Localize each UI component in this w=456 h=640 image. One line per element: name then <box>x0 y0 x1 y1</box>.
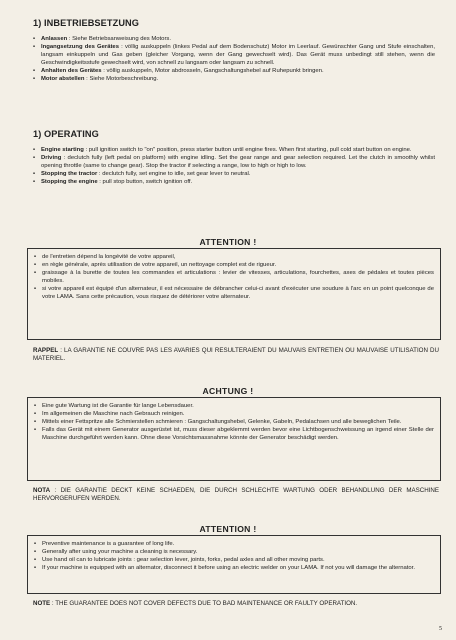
list-item: • graissage à la burette de toutes les commandes et articulations : levier de vitesses, articulations, fourchettes, axes de pédales et toutes pièces mobiles. <box>34 269 434 285</box>
list-item: • si votre appareil est équipé d'un alternateur, il est nécessaire de débrancher celui-ci avant d'exécuter une soudure à l'arc en un point quelconque de votre LAMA. Sans cette précaution, vous risquez de détériorer votre alternateur. <box>34 285 434 301</box>
list-item: • If your machine is equipped with an alternator, disconnect it before using an electric welder on your LAMA. If not you will damage the alternator. <box>34 564 434 572</box>
list-item <box>33 35 435 43</box>
item-text: : völlig auskuppeln (linkes Pedal auf dem Bodenschutz) Motor im Leerlauf. Gewünschter Gang und Stufe einschalten, langsam einkuppeln und Gas geben (gleicher Vorgang, wenn der Gang gewechselt wird). Das Gerät muss unbedingt still stehen, wenn die Geschwindigkeitsstufe gewechselt wird, von schnell zu langsam oder langsam zu schnell. <box>41 44 435 66</box>
achtung-title: ACHTUNG ! <box>202 386 254 396</box>
page-number: 5 <box>439 626 442 632</box>
list-item: • de l'entretien dépend la longévité de votre appareil, <box>34 253 434 261</box>
item-term: Ingangsetzung des Gerätes <box>41 44 119 50</box>
note-label: NOTE <box>33 600 51 607</box>
achtung-box <box>27 397 441 481</box>
item-text: : pull ignition switch to "on" position, press starter button until engine fires. When first starting, pull cold start button on engine. <box>83 147 412 153</box>
section-title-inbetriebsetzung: 1) INBETRIEBSETZUNG <box>33 18 140 28</box>
item-text: : pull stop button, switch ignition off. <box>97 179 193 185</box>
attention-title-english: ATTENTION ! <box>199 524 257 534</box>
inbetriebsetzung-list <box>33 35 435 83</box>
item-text: : declutch fully (left pedal on platform) with engine idling. Set the gear range and gear selection required. Let the clutch in smoothly whilst opening throttle (same to change gear). Stop the tractor if selecting a range, low to high or high to low. <box>41 155 435 169</box>
item-term: Stopping the engine <box>41 179 98 185</box>
item-term: Anlassen <box>41 36 68 42</box>
list-item: • Generally after using your machine a cleaning is necessary. <box>34 548 434 556</box>
item-text: : Siehe Motorbeschreibung. <box>84 76 159 82</box>
note-text: : THE GUARANTEE DOES NOT COVER DEFECTS DUE TO BAD MAINTENANCE OR FAULTY OPERATION. <box>50 600 358 607</box>
list-item: • Use hand oil can to lubricate joints : gear selection lever, joints, forks, pedal axles and all other moving parts. <box>34 556 434 564</box>
attention-box-french <box>27 248 441 340</box>
note-text: : LA GARANTIE NE COUVRE PAS LES AVARIES QUI RESULTERAIENT DU MAUVAIS ENTRETIEN OU MAUVAISE UTILISATION DU MATERIEL. <box>33 347 439 363</box>
item-term: Motor abstellen <box>41 76 85 82</box>
rappel-note <box>33 347 439 364</box>
note-label: RAPPEL <box>33 347 59 354</box>
operating-list <box>33 146 435 186</box>
item-text: : Siehe Betriebsanweisung des Motors. <box>67 36 171 42</box>
attention-list-french <box>34 253 434 301</box>
list-item: • Im allgemeinen die Maschine nach Gebrauch reinigen. <box>34 410 434 418</box>
attention-list-english <box>34 540 434 572</box>
list-item <box>33 75 435 83</box>
list-item <box>33 170 435 178</box>
note-text: : DIE GARANTIE DECKT KEINE SCHAEDEN, DIE DURCH SCHLECHTE WARTUNG ODER BEHANDLUNG DER MASCHINE HERVORGERUFEN WERDEN. <box>33 487 439 503</box>
attention-title-french: ATTENTION ! <box>199 237 257 247</box>
item-text: : völlig auskuppeln, Motor abdrosseln, Gangschaltungshebel auf Ruhepunkt bringen. <box>101 68 324 74</box>
list-item <box>33 43 435 67</box>
list-item <box>33 146 435 154</box>
attention-box-english <box>27 535 441 594</box>
item-term: Stopping the tractor <box>41 171 98 177</box>
item-term: Engine starting <box>41 147 84 153</box>
item-term: Anhalten des Gerätes <box>41 68 102 74</box>
note-label: NOTA <box>33 487 51 494</box>
list-item: • en règle générale, après utilisation de votre appareil, un nettoyage complet est de rigueur. <box>34 261 434 269</box>
list-item <box>33 178 435 186</box>
achtung-list <box>34 402 434 442</box>
list-item: • Mittels einer Fettspritze alle Schmierstellen schmieren : Gangschaltungshebel, Gelenke, Gabeln, Pedalachsen und alle beweglichen Teile. <box>34 418 434 426</box>
list-item <box>33 154 435 170</box>
list-item: • Preventive maintenance is a guarantee of long life. <box>34 540 434 548</box>
english-note <box>33 600 439 608</box>
section-title-operating: 1) OPERATING <box>33 129 99 139</box>
list-item <box>33 67 435 75</box>
nota-note <box>33 487 439 504</box>
item-term: Driving <box>41 155 62 161</box>
list-item: • Eine gute Wartung ist die Garantie für lange Lebensdauer. <box>34 402 434 410</box>
list-item: • Falls das Gerät mit einem Generator ausgerüstet ist, muss dieser abgeklemmt werden bevor eine Lichtbogenschweissung an irgend einer Stelle der Maschine durchgeführt werden kann. Ohne diese Vorsichtsmassnahme könnte der Generator beschädigt werden. <box>34 426 434 442</box>
item-text: : declutch fully, set engine to idle, set gear lever to neutral. <box>97 171 251 177</box>
